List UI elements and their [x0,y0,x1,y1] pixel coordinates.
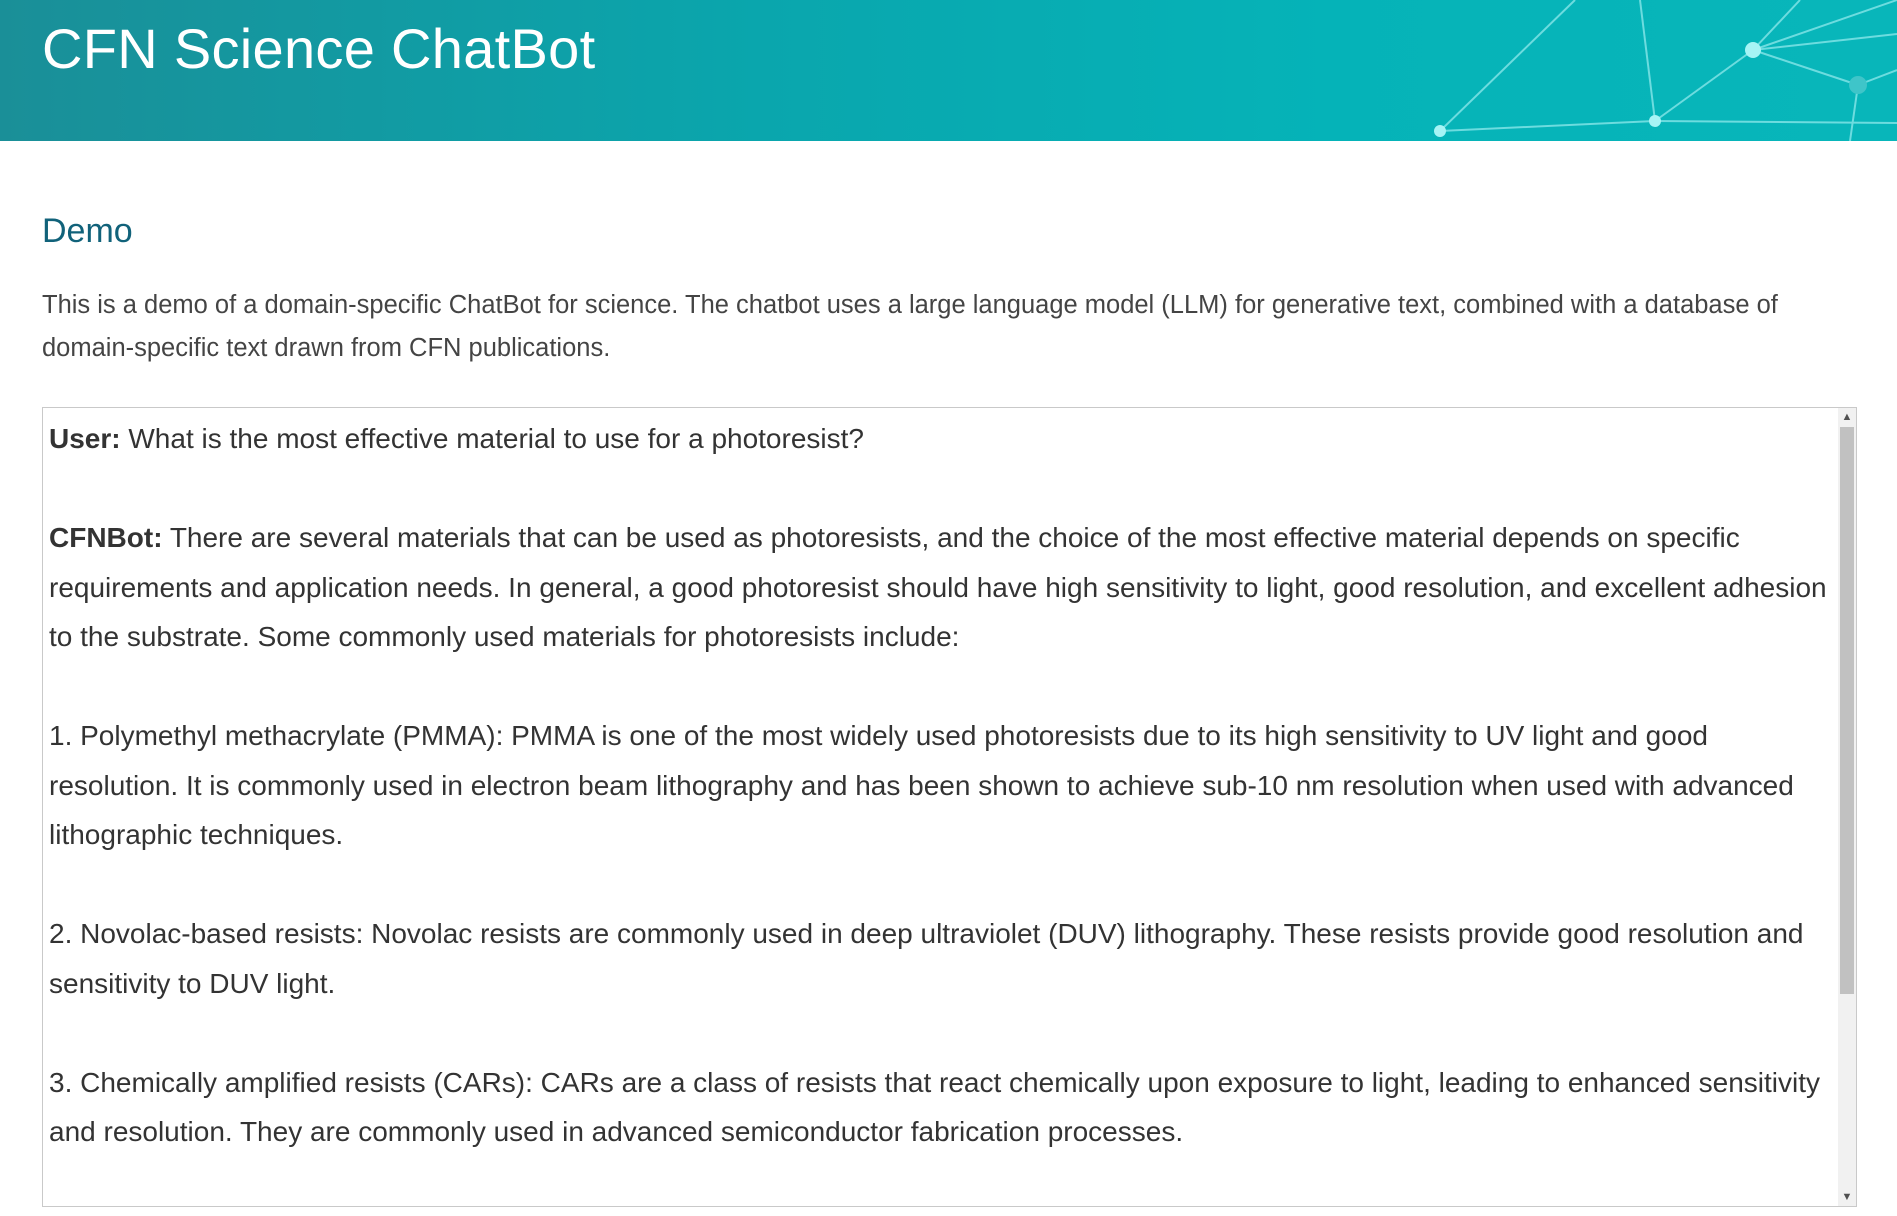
speaker-label: CFNBot: [49,522,163,553]
scrollbar-thumb[interactable] [1840,427,1854,994]
list-item: 2. Novolac-based resists: Novolac resists are commonly used in deep ultraviolet (DUV) lithography. These resists provide good resolution and sensitivity to DUV light. [49,918,1804,999]
chevron-down-icon[interactable]: ▼ [1841,1191,1853,1203]
section-title: Demo [42,212,133,250]
chevron-up-icon[interactable]: ▲ [1841,411,1853,423]
message-text: There are several materials that can be used as photoresists, and the choice of the most effective material depends on specific requirements and application needs. In general, a good photoresist should have high sensitivity to light, good resolution, and excellent adhesion to the substrate. Some commonly used materials for photoresists include: [49,522,1827,652]
app-title: CFN Science ChatBot [42,17,596,80]
intro-paragraph: This is a demo of a domain-specific ChatBot for science. The chatbot uses a large language model (LLM) for generative text, combined with a database of domain-specific text drawn from CFN publications. [42,291,1778,362]
chat-log[interactable] [42,407,1857,1207]
site-header [0,0,1897,141]
message-text: What is the most effective material to use for a photoresist? [128,423,864,454]
chat-message-user [49,414,1839,464]
speaker-label: User: [49,423,121,454]
list-item: 1. Polymethyl methacrylate (PMMA): PMMA is one of the most widely used photoresists due to its high sensitivity to UV light and good resolution. It is commonly used in electron beam lithography and has been shown to achieve sub-10 nm resolution when used with advanced lithographic techniques. [49,720,1794,850]
list-item: 3. Chemically amplified resists (CARs): CARs are a class of resists that react chemically upon exposure to light, leading to enhanced sensitivity and resolution. They are commonly used in advanced semiconductor fabrication processes. [49,1066,1820,1147]
chat-message-bot [49,513,1839,662]
chat-scrollbar[interactable] [1838,408,1856,1206]
chat-content [49,414,1839,1206]
